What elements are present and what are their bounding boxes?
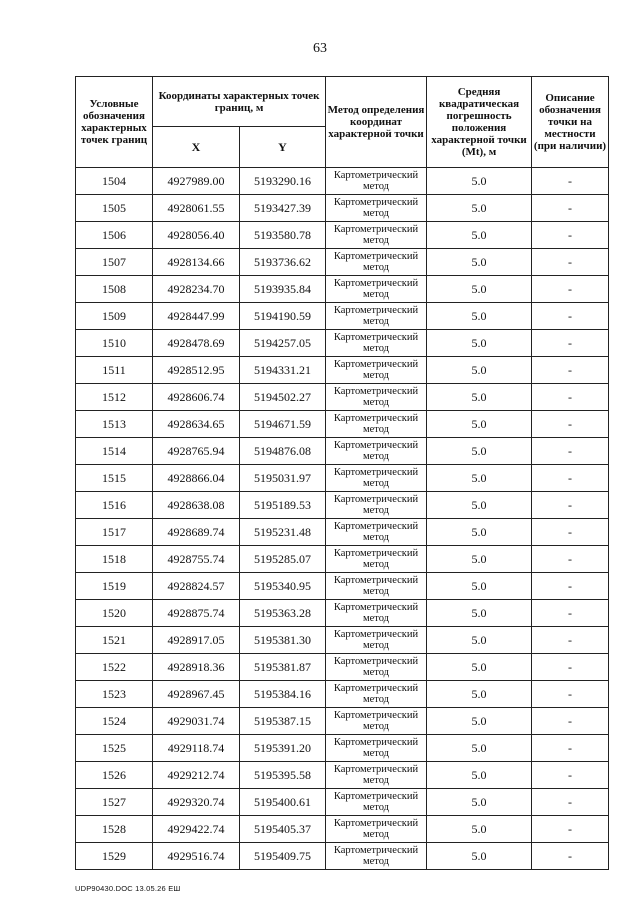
accuracy-cell: 5.0	[427, 789, 532, 816]
description-cell: -	[532, 762, 609, 789]
y-coordinate-cell: 5195189.53	[240, 492, 326, 519]
method-cell: Картометрический метод	[326, 303, 427, 330]
accuracy-cell: 5.0	[427, 222, 532, 249]
point-id-cell: 1509	[76, 303, 153, 330]
method-cell: Картометрический метод	[326, 222, 427, 249]
method-cell: Картометрический метод	[326, 546, 427, 573]
table-row	[76, 627, 609, 654]
y-coordinate-cell: 5193580.78	[240, 222, 326, 249]
point-id-cell: 1522	[76, 654, 153, 681]
accuracy-cell: 5.0	[427, 654, 532, 681]
accuracy-cell: 5.0	[427, 411, 532, 438]
y-coordinate-cell: 5195387.15	[240, 708, 326, 735]
description-cell: -	[532, 384, 609, 411]
y-coordinate-cell: 5195285.07	[240, 546, 326, 573]
table-row	[76, 816, 609, 843]
point-id-cell: 1523	[76, 681, 153, 708]
point-id-cell: 1510	[76, 330, 153, 357]
description-cell: -	[532, 789, 609, 816]
point-id-cell: 1516	[76, 492, 153, 519]
x-coordinate-cell: 4929031.74	[153, 708, 240, 735]
y-coordinate-cell: 5193935.84	[240, 276, 326, 303]
y-coordinate-cell: 5194331.21	[240, 357, 326, 384]
table-row	[76, 168, 609, 195]
header-coordinates: Координаты характерных точек границ, м	[153, 77, 326, 127]
y-coordinate-cell: 5195031.97	[240, 465, 326, 492]
header-x: X	[153, 127, 240, 168]
table-row	[76, 654, 609, 681]
method-cell: Картометрический метод	[326, 330, 427, 357]
x-coordinate-cell: 4928824.57	[153, 573, 240, 600]
y-coordinate-cell: 5195381.87	[240, 654, 326, 681]
x-coordinate-cell: 4927989.00	[153, 168, 240, 195]
method-cell: Картометрический метод	[326, 411, 427, 438]
method-cell: Картометрический метод	[326, 465, 427, 492]
x-coordinate-cell: 4928606.74	[153, 384, 240, 411]
description-cell: -	[532, 411, 609, 438]
description-cell: -	[532, 519, 609, 546]
y-coordinate-cell: 5194502.27	[240, 384, 326, 411]
method-cell: Картометрический метод	[326, 762, 427, 789]
x-coordinate-cell: 4928755.74	[153, 546, 240, 573]
x-coordinate-cell: 4929118.74	[153, 735, 240, 762]
point-id-cell: 1520	[76, 600, 153, 627]
y-coordinate-cell: 5193427.39	[240, 195, 326, 222]
x-coordinate-cell: 4929212.74	[153, 762, 240, 789]
point-id-cell: 1506	[76, 222, 153, 249]
header-description: Описание обозначения точки на местности (при наличии)	[532, 77, 609, 168]
accuracy-cell: 5.0	[427, 168, 532, 195]
table-row	[76, 708, 609, 735]
description-cell: -	[532, 735, 609, 762]
table-row	[76, 789, 609, 816]
accuracy-cell: 5.0	[427, 357, 532, 384]
table-body	[76, 168, 609, 870]
accuracy-cell: 5.0	[427, 195, 532, 222]
method-cell: Картометрический метод	[326, 438, 427, 465]
table-row	[76, 492, 609, 519]
y-coordinate-cell: 5194190.59	[240, 303, 326, 330]
x-coordinate-cell: 4929320.74	[153, 789, 240, 816]
point-id-cell: 1504	[76, 168, 153, 195]
y-coordinate-cell: 5195391.20	[240, 735, 326, 762]
method-cell: Картометрический метод	[326, 357, 427, 384]
header-point-designation: Условные обозначения характерных точек границ	[76, 77, 153, 168]
description-cell: -	[532, 708, 609, 735]
description-cell: -	[532, 168, 609, 195]
x-coordinate-cell: 4928765.94	[153, 438, 240, 465]
x-coordinate-cell: 4928967.45	[153, 681, 240, 708]
table-row	[76, 762, 609, 789]
y-coordinate-cell: 5195384.16	[240, 681, 326, 708]
header-accuracy: Средняя квадратическая погрешность положения характерной точки (Mt), м	[427, 77, 532, 168]
accuracy-cell: 5.0	[427, 465, 532, 492]
accuracy-cell: 5.0	[427, 843, 532, 870]
x-coordinate-cell: 4929422.74	[153, 816, 240, 843]
method-cell: Картометрический метод	[326, 843, 427, 870]
header-method: Метод определения координат характерной точки	[326, 77, 427, 168]
accuracy-cell: 5.0	[427, 492, 532, 519]
description-cell: -	[532, 330, 609, 357]
method-cell: Картометрический метод	[326, 492, 427, 519]
accuracy-cell: 5.0	[427, 627, 532, 654]
accuracy-cell: 5.0	[427, 708, 532, 735]
description-cell: -	[532, 438, 609, 465]
accuracy-cell: 5.0	[427, 573, 532, 600]
x-coordinate-cell: 4928056.40	[153, 222, 240, 249]
method-cell: Картометрический метод	[326, 816, 427, 843]
coordinates-table	[75, 76, 609, 870]
point-id-cell: 1515	[76, 465, 153, 492]
x-coordinate-cell: 4928918.36	[153, 654, 240, 681]
point-id-cell: 1524	[76, 708, 153, 735]
table-row	[76, 330, 609, 357]
method-cell: Картометрический метод	[326, 195, 427, 222]
table-row	[76, 573, 609, 600]
x-coordinate-cell: 4928478.69	[153, 330, 240, 357]
point-id-cell: 1518	[76, 546, 153, 573]
description-cell: -	[532, 465, 609, 492]
x-coordinate-cell: 4928234.70	[153, 276, 240, 303]
description-cell: -	[532, 222, 609, 249]
description-cell: -	[532, 276, 609, 303]
point-id-cell: 1508	[76, 276, 153, 303]
accuracy-cell: 5.0	[427, 546, 532, 573]
accuracy-cell: 5.0	[427, 276, 532, 303]
y-coordinate-cell: 5195340.95	[240, 573, 326, 600]
table-row	[76, 843, 609, 870]
method-cell: Картометрический метод	[326, 573, 427, 600]
y-coordinate-cell: 5195405.37	[240, 816, 326, 843]
y-coordinate-cell: 5195381.30	[240, 627, 326, 654]
y-coordinate-cell: 5194876.08	[240, 438, 326, 465]
method-cell: Картометрический метод	[326, 384, 427, 411]
document-footer: UDP90430.DOC 13.05.26 EШ	[75, 884, 181, 893]
y-coordinate-cell: 5195231.48	[240, 519, 326, 546]
table-row	[76, 195, 609, 222]
point-id-cell: 1517	[76, 519, 153, 546]
header-y: Y	[240, 127, 326, 168]
y-coordinate-cell: 5195363.28	[240, 600, 326, 627]
x-coordinate-cell: 4928447.99	[153, 303, 240, 330]
x-coordinate-cell: 4928866.04	[153, 465, 240, 492]
y-coordinate-cell: 5194671.59	[240, 411, 326, 438]
method-cell: Картометрический метод	[326, 627, 427, 654]
description-cell: -	[532, 843, 609, 870]
table-row	[76, 519, 609, 546]
point-id-cell: 1513	[76, 411, 153, 438]
method-cell: Картометрический метод	[326, 789, 427, 816]
x-coordinate-cell: 4928634.65	[153, 411, 240, 438]
description-cell: -	[532, 681, 609, 708]
description-cell: -	[532, 303, 609, 330]
table-row	[76, 357, 609, 384]
table-row	[76, 303, 609, 330]
table-row	[76, 276, 609, 303]
method-cell: Картометрический метод	[326, 681, 427, 708]
table-row	[76, 681, 609, 708]
accuracy-cell: 5.0	[427, 735, 532, 762]
y-coordinate-cell: 5194257.05	[240, 330, 326, 357]
y-coordinate-cell: 5193290.16	[240, 168, 326, 195]
table-row	[76, 411, 609, 438]
point-id-cell: 1519	[76, 573, 153, 600]
point-id-cell: 1505	[76, 195, 153, 222]
accuracy-cell: 5.0	[427, 249, 532, 276]
description-cell: -	[532, 627, 609, 654]
page-number: 63	[313, 41, 327, 56]
point-id-cell: 1514	[76, 438, 153, 465]
description-cell: -	[532, 195, 609, 222]
method-cell: Картометрический метод	[326, 600, 427, 627]
description-cell: -	[532, 492, 609, 519]
x-coordinate-cell: 4928875.74	[153, 600, 240, 627]
description-cell: -	[532, 816, 609, 843]
y-coordinate-cell: 5195400.61	[240, 789, 326, 816]
table-row	[76, 546, 609, 573]
method-cell: Картометрический метод	[326, 708, 427, 735]
y-coordinate-cell: 5193736.62	[240, 249, 326, 276]
y-coordinate-cell: 5195409.75	[240, 843, 326, 870]
accuracy-cell: 5.0	[427, 330, 532, 357]
method-cell: Картометрический метод	[326, 168, 427, 195]
table-row	[76, 222, 609, 249]
method-cell: Картометрический метод	[326, 249, 427, 276]
point-id-cell: 1527	[76, 789, 153, 816]
description-cell: -	[532, 357, 609, 384]
point-id-cell: 1526	[76, 762, 153, 789]
method-cell: Картометрический метод	[326, 519, 427, 546]
x-coordinate-cell: 4928512.95	[153, 357, 240, 384]
accuracy-cell: 5.0	[427, 600, 532, 627]
accuracy-cell: 5.0	[427, 303, 532, 330]
accuracy-cell: 5.0	[427, 816, 532, 843]
point-id-cell: 1507	[76, 249, 153, 276]
accuracy-cell: 5.0	[427, 438, 532, 465]
method-cell: Картометрический метод	[326, 654, 427, 681]
method-cell: Картометрический метод	[326, 735, 427, 762]
y-coordinate-cell: 5195395.58	[240, 762, 326, 789]
x-coordinate-cell: 4929516.74	[153, 843, 240, 870]
accuracy-cell: 5.0	[427, 762, 532, 789]
point-id-cell: 1529	[76, 843, 153, 870]
description-cell: -	[532, 249, 609, 276]
point-id-cell: 1528	[76, 816, 153, 843]
accuracy-cell: 5.0	[427, 384, 532, 411]
x-coordinate-cell: 4928061.55	[153, 195, 240, 222]
x-coordinate-cell: 4928134.66	[153, 249, 240, 276]
table-row	[76, 465, 609, 492]
description-cell: -	[532, 600, 609, 627]
point-id-cell: 1521	[76, 627, 153, 654]
description-cell: -	[532, 573, 609, 600]
point-id-cell: 1525	[76, 735, 153, 762]
description-cell: -	[532, 654, 609, 681]
table-row	[76, 249, 609, 276]
description-cell: -	[532, 546, 609, 573]
table-row	[76, 438, 609, 465]
method-cell: Картометрический метод	[326, 276, 427, 303]
point-id-cell: 1512	[76, 384, 153, 411]
point-id-cell: 1511	[76, 357, 153, 384]
x-coordinate-cell: 4928638.08	[153, 492, 240, 519]
table-row	[76, 384, 609, 411]
accuracy-cell: 5.0	[427, 519, 532, 546]
x-coordinate-cell: 4928689.74	[153, 519, 240, 546]
x-coordinate-cell: 4928917.05	[153, 627, 240, 654]
table-row	[76, 600, 609, 627]
accuracy-cell: 5.0	[427, 681, 532, 708]
table-row	[76, 735, 609, 762]
